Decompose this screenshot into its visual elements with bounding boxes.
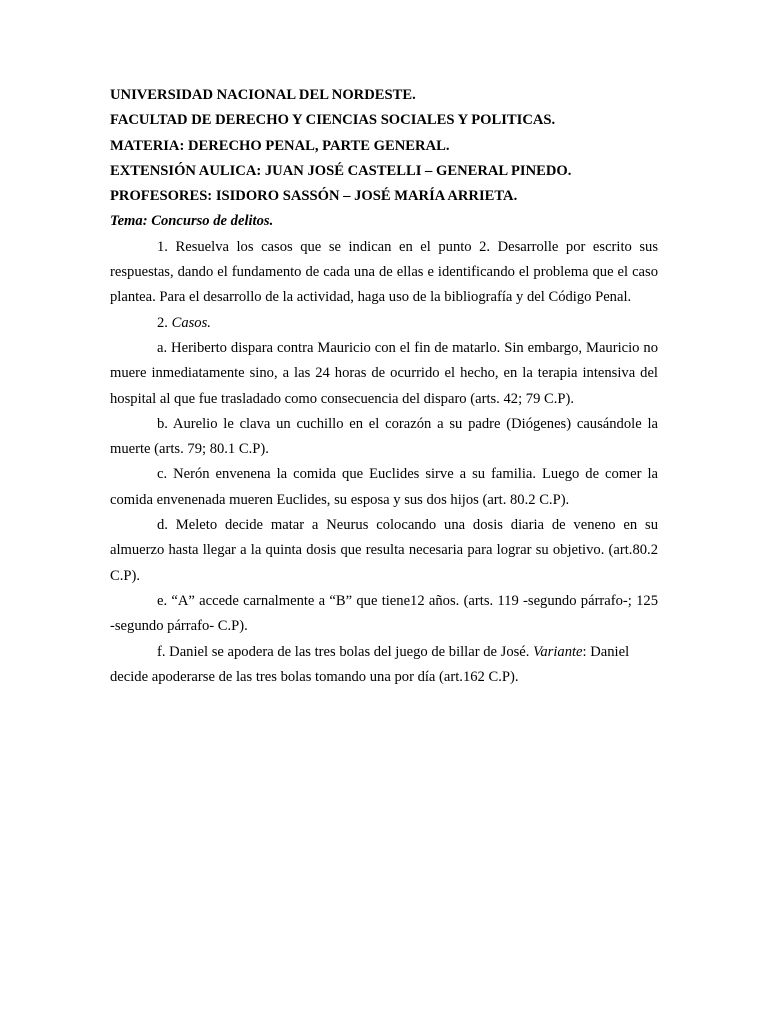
extension-heading: EXTENSIÓN AULICA: JUAN JOSÉ CASTELLI – GENERAL PINEDO. [110, 162, 572, 179]
instructions-paragraph: 1. Resuelva los casos que se indican en el punto 2. Desarrolle por escrito sus respuestas, dando el fundamento de cada una de ellas e identificando el problema que el caso plantea. Para el desarrollo de la actividad, haga uso de la bibliografía y del Código Penal. [110, 238, 658, 306]
case-f [110, 640, 658, 691]
case-a: a. Heriberto dispara contra Mauricio con el fin de matarlo. Sin embargo, Mauricio no muere inmediatamente sino, a las 24 horas de ocurrido el hecho, en la terapia intensiva del hospital al que fue trasladado como consecuencia del disparo (arts. 42; 79 C.P). [110, 339, 658, 407]
case-c: c. Nerón envenena la comida que Euclides sirve a su familia. Luego de comer la comida envenenada mueren Euclides, su esposa y sus dos hijos (art. 80.2 C.P). [110, 466, 658, 508]
case-f-variant-text: : Daniel decide apoderarse de las tres bolas tomando una por día (art.162 C.P). [110, 643, 630, 685]
case-f-variant-label: Variante [533, 643, 583, 660]
case-f-main: f. Daniel se apodera de las tres bolas del juego de billar de José. [157, 643, 534, 660]
cases-label: Casos. [171, 314, 211, 331]
case-b: b. Aurelio le clava un cuchillo en el corazón a su padre (Diógenes) causándole la muerte (arts. 79; 80.1 C.P). [110, 415, 658, 458]
subject-heading: MATERIA: DERECHO PENAL, PARTE GENERAL. [110, 137, 450, 154]
professors-heading: PROFESORES: ISIDORO SASSÓN – JOSÉ MARÍA ARRIETA. [110, 188, 518, 205]
topic-heading: Tema: Concurso de delitos. [110, 213, 274, 230]
university-heading: UNIVERSIDAD NACIONAL DEL NORDESTE. [110, 87, 416, 103]
case-e: e. “A” accede carnalmente a “B” que tiene12 años. (arts. 119 -segundo párrafo-; 125 -segundo párrafo- C.P). [110, 592, 658, 635]
cases-number: 2. [157, 314, 172, 331]
case-d: d. Meleto decide matar a Neurus colocando una dosis diaria de veneno en su almuerzo hasta llegar a la quinta dosis que resulta necesaria para lograr su objetivo. (art.80.2 C.P). [110, 517, 658, 584]
faculty-heading: FACULTAD DE DERECHO Y CIENCIAS SOCIALES Y POLITICAS. [110, 112, 556, 129]
cases-heading [110, 311, 658, 336]
document-page [110, 83, 658, 690]
